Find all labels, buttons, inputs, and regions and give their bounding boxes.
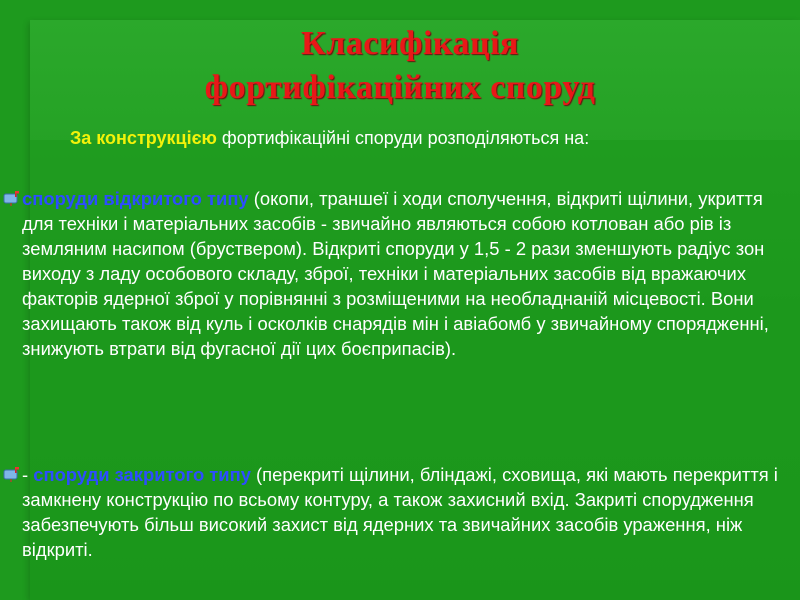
title-line-2: фортифікаційних споруд [204,69,596,106]
intro-highlight: За конструкцією [70,128,217,148]
intro-text [70,125,589,151]
item-prefix: - [22,464,34,485]
intro-body: фортифікаційні споруди розподіляються на: [216,128,590,148]
item-closed-structures [22,462,787,562]
mailbox-icon [2,466,20,482]
item-highlight: споруди закритого типу [33,464,251,485]
slide-title [0,22,800,110]
item-body: (перекриті щілини, бліндажі, сховища, які мають перекриття і замкнену конструкцію по всьому контуру, а також захисний вхід. Закриті спорудження забезпечують більш високий захист від ядерних та звичайних засобів ураження, ніж відкриті. [22,464,778,560]
item-body: (окопи, траншеї і ходи сполучення, відкриті щілини, укриття для техніки і матеріальних засобів - звичайно являються собою котлован або рів із земляним насипом (бруствером). Відкриті споруди у 1,5 - 2 рази зменшують радіус зон виходу з ладу особового складу, зброї, техніки і матеріальних засобів від вражаючих факторів ядерної зброї у порівнянні з розміщеними на необладнаній місцевості. Вони захищають також від куль і осколків снарядів мін і авіабомб у звичайному спорядженні, знижують втрати від фугасної дії цих боєприпасів). [22,188,769,359]
title-line-1: Класифікація [301,25,519,62]
item-highlight: споруди відкритого типу [22,188,249,209]
mailbox-icon [2,190,20,206]
item-open-structures [22,186,787,361]
